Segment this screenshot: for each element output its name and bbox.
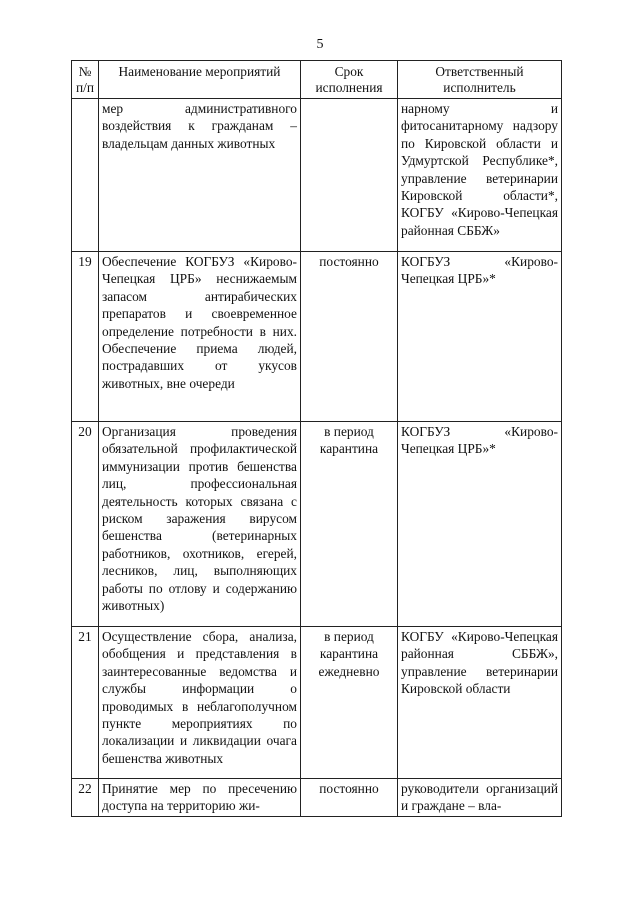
header-name: Наименование мероприятий (99, 61, 301, 99)
measure-term: в период карантина (301, 422, 398, 627)
row-number: 20 (72, 422, 99, 627)
measure-responsible: нарному и фитосанитарному надзору по Кировской области и Удмуртской Республике*, управление ветеринарии Кировской области*, КОГБУ «Кирово-Чепецкая районная СББЖ» (398, 99, 562, 252)
row-number: 22 (72, 779, 99, 817)
row-number: 19 (72, 252, 99, 422)
measure-term (301, 99, 398, 252)
measure-responsible: КОГБУЗ «Кирово-Чепецкая ЦРБ»* (398, 252, 562, 422)
measure-term: постоянно (301, 779, 398, 817)
row-number (72, 99, 99, 252)
header-responsible: Ответственный исполнитель (398, 61, 562, 99)
table-row (72, 779, 562, 817)
measure-name: мер административного воздействия к гражданам – владельцам данных животных (99, 99, 301, 252)
measures-table (71, 60, 562, 817)
header-term: Срок исполнения (301, 61, 398, 99)
measure-name: Организация проведения обязательной профилактической иммунизации против бешенства лиц, профессиональная деятельность которых связана с риском заражения вирусом бешенства (ветеринарных работников, охотников, егерей, лесников, лиц, выполняющих работы по отлову и содержанию животных) (99, 422, 301, 627)
measure-responsible: КОГБУ «Кирово-Чепецкая районная СББЖ», управление ветеринарии Кировской области (398, 627, 562, 779)
measure-responsible: руководители организаций и граждане – вла- (398, 779, 562, 817)
measure-responsible: КОГБУЗ «Кирово-Чепецкая ЦРБ»* (398, 422, 562, 627)
table-row (72, 627, 562, 779)
table-row (72, 99, 562, 252)
table-row (72, 252, 562, 422)
measure-term: в период карантина ежедневно (301, 627, 398, 779)
page-number: 5 (316, 37, 324, 52)
header-number: № п/п (72, 61, 99, 99)
measure-name: Осуществление сбора, анализа, обобщения и представления в заинтересованные ведомства и службы информации о проводимых в неблагополучном пункте мероприятиях по локализации и ликвидации очага бешенства животных (99, 627, 301, 779)
measure-name: Принятие мер по пресечению доступа на территорию жи- (99, 779, 301, 817)
measure-name: Обеспечение КОГБУЗ «Кирово-Чепецкая ЦРБ» неснижаемым запасом антирабических препаратов и своевременное определение потребности в них. Обеспечение приема людей, пострадавших от укусов животных, вне очереди (99, 252, 301, 422)
table-row (72, 422, 562, 627)
table-header-row (72, 61, 562, 99)
row-number: 21 (72, 627, 99, 779)
measure-term: постоянно (301, 252, 398, 422)
